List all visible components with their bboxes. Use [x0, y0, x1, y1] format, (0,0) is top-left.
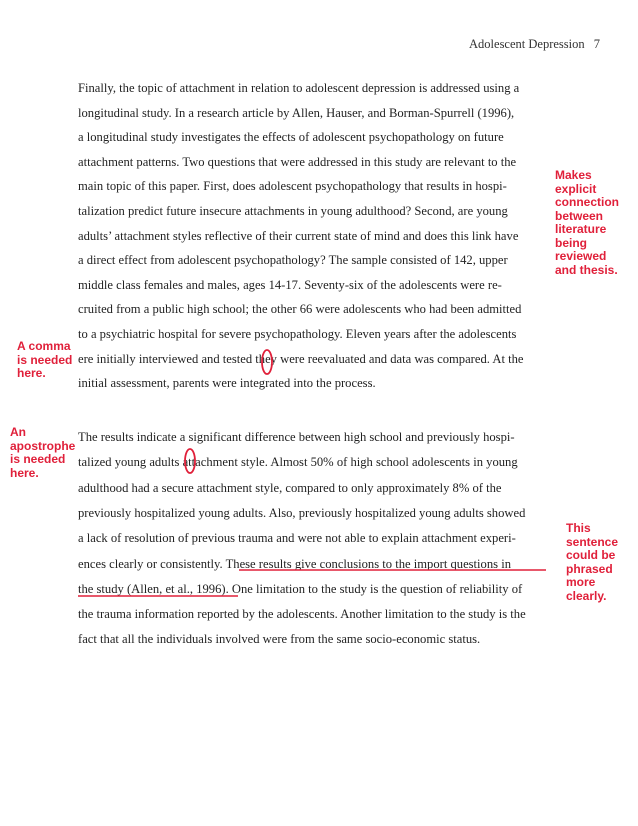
text-line: talized young adults attachment style. Almost 50% of high school adolescents in young: [78, 455, 518, 470]
annotation-explicit-connection: [555, 169, 619, 277]
text-line: attachment patterns. Two questions that were addressed in this study are relevant to the: [78, 154, 517, 169]
running-head-title: Adolescent Depression: [469, 37, 585, 51]
annotation-line: here.: [10, 465, 39, 480]
annotation-line: Makes: [555, 168, 592, 182]
text-line: initial assessment, parents were integrated into the process.: [78, 376, 376, 391]
annotation-line: literature: [555, 222, 607, 236]
annotation-line: more: [566, 575, 596, 589]
annotation-line: between: [555, 208, 604, 223]
text-line: adulthood had a secure attachment style, compared to only approximately 8% of the: [78, 480, 502, 495]
annotation-phrasing: [566, 522, 618, 603]
text-line: Finally, the topic of attachment in relation to adolescent depression is addressed using a: [78, 81, 520, 95]
annotation-line: could be: [566, 548, 616, 562]
annotation-line: connection: [555, 195, 620, 209]
page-number: 7: [593, 37, 600, 51]
text-line: middle class females and males, ages 14-17. Seventy-six of the adolescents were re-: [78, 277, 502, 292]
text-line: longitudinal study. In a research article by Allen, Hauser, and Borman-Spurrell (1996),: [78, 105, 515, 120]
text-line: ere initially interviewed and tested they were reevaluated and data was compared. At the: [78, 351, 524, 366]
annotation-line: and thesis.: [555, 262, 618, 277]
annotation-line: An: [10, 425, 26, 439]
text-line: previously hospitalized young adults. Also, previously hospitalized young adults showed: [78, 505, 526, 520]
annotation-line: is needed: [17, 352, 73, 367]
text-line: adults’ attachment styles reflective of their current state of mind and does this link have: [78, 228, 519, 243]
text-line: a longitudinal study investigates the effects of adolescent psychopathology on future: [78, 130, 504, 145]
annotation-line: reviewed: [555, 249, 607, 263]
running-head: [463, 37, 600, 52]
text-line: The results indicate a significant difference between high school and previously hospi-: [78, 430, 515, 444]
annotation-line: here.: [17, 366, 46, 380]
text-line: a direct effect from adolescent psychopathology? The sample consisted of 142, upper: [78, 253, 508, 268]
text-line: the trauma information reported by the adolescents. Another limitation to the study is the: [78, 607, 526, 622]
annotation-comma-needed: [17, 340, 72, 381]
text-line: main topic of this paper. First, does adolescent psychopathology that results in hospi-: [78, 179, 507, 194]
annotation-line: clearly.: [566, 588, 607, 603]
annotation-line: being: [555, 235, 587, 250]
annotation-line: A comma: [17, 339, 71, 353]
annotation-line: explicit: [555, 181, 597, 196]
annotation-apostrophe-needed: [10, 426, 75, 480]
annotation-line: phrased: [566, 561, 613, 576]
text-line: talization predict future insecure attachments in young adulthood? Second, are young: [78, 204, 508, 218]
text-line: to a psychiatric hospital for severe psychopathology. Eleven years after the adolescents: [78, 327, 517, 341]
annotation-line: is needed: [10, 452, 66, 466]
text-line: fact that all the individuals involved were from the same socio-economic status.: [78, 632, 481, 647]
annotation-line: sentence: [566, 534, 619, 549]
text-line: a lack of resolution of previous trauma and were not able to explain attachment experi-: [78, 531, 516, 546]
annotation-line: This: [566, 521, 591, 535]
text-line: the study (Allen, et al., 1996). One limitation to the study is the question of reliability of: [78, 581, 523, 596]
text-line: cruited from a public high school; the other 66 were adolescents who had been admitted: [78, 302, 522, 317]
text-line: ences clearly or consistently. These results give conclusions to the import questions in: [78, 556, 511, 571]
annotation-line: apostrophe: [10, 438, 76, 453]
